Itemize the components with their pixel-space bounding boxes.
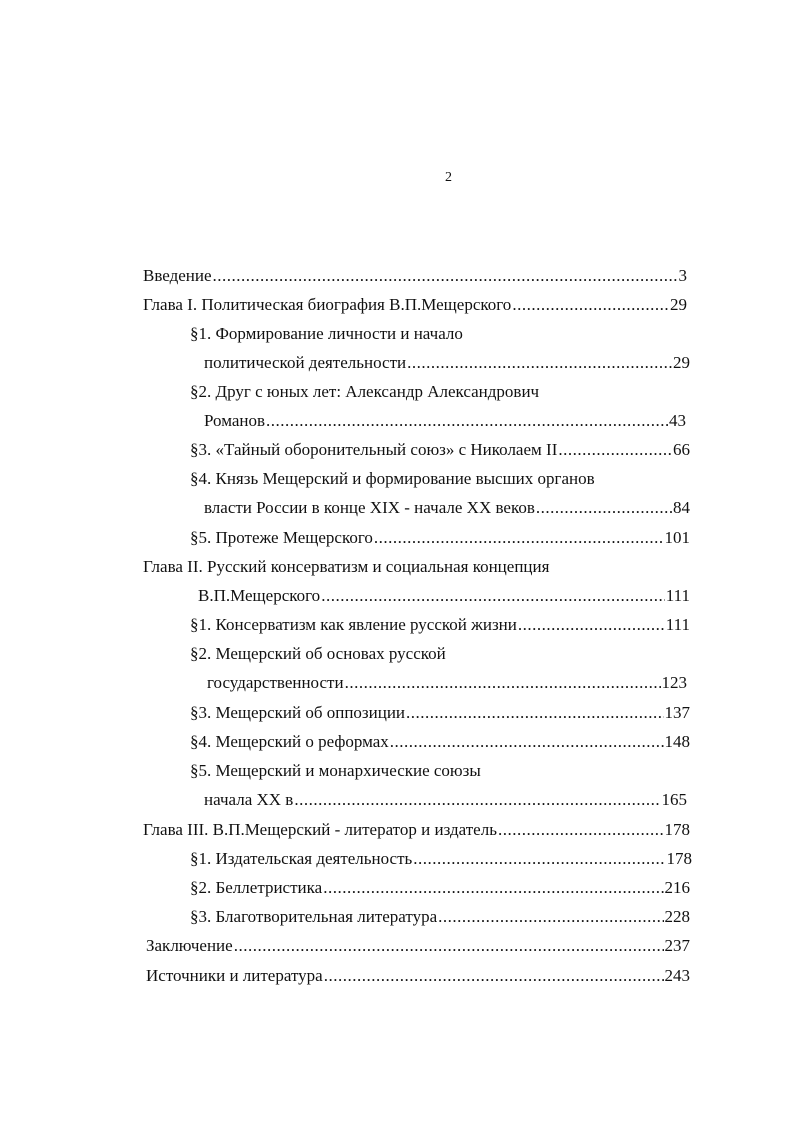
dot-leader [536,498,672,518]
toc-entry-title: Романов [204,411,266,430]
page-number: 2 [445,170,452,185]
dot-leader [324,966,664,986]
toc-entry-title: §3. «Тайный оборонительный союз» с Николаем II [190,440,558,459]
toc-entry-title: В.П.Мещерского [198,586,321,605]
toc-entry-title: политической деятельности [204,353,407,372]
toc-entry-page: 216 [664,878,690,897]
toc-entry-page: 237 [664,936,690,955]
toc-entry-title: начала XX в [204,790,294,809]
dot-leader [498,820,664,840]
dot-leader [438,907,663,927]
toc-entry-title: власти России в конце XIX - начале XX веков [204,498,535,517]
dot-leader [321,586,665,606]
toc-entry-title: §5. Мещерский и монархические союзы [190,761,481,780]
dot-leader [413,849,665,869]
toc-entry-ch1-sec2-line1 [190,382,690,402]
toc-entry-ch2-sec5-line1 [190,761,690,781]
toc-entry-title: Источники и литература [146,966,323,985]
toc-entry-ch1-sec1-line1 [190,324,690,344]
toc-entry-page: 111 [665,615,690,634]
dot-leader [266,411,668,431]
dot-leader [406,703,663,723]
toc-entry-ch1-sec2-line2 [204,411,686,431]
dot-leader [213,266,678,286]
toc-entry-title: Глава II. Русский консерватизм и социальная концепция [143,557,550,576]
toc-entry-page: 29 [673,353,690,372]
toc-entry-title: Заключение [146,936,233,955]
toc-entry-title: Глава III. В.П.Мещерский - литератор и издатель [143,820,497,839]
toc-entry-page: 84 [673,498,690,517]
toc-entry-ch3-sec1 [190,849,692,869]
toc-entry-ch1-sec4-line2 [204,498,690,518]
dot-leader [323,878,663,898]
toc-entry-page: 243 [664,966,690,985]
dot-leader [407,353,672,373]
toc-entry-ch1-sec4-line1 [190,469,690,489]
toc-entry-conclusion [146,936,690,956]
toc-entry-ch2-sec1 [190,615,690,635]
dot-leader [390,732,664,752]
toc-entry-page: 148 [664,732,690,751]
toc-entry-page: 111 [665,586,690,605]
toc-entry-page: 178 [664,820,690,839]
dot-leader [518,615,665,635]
toc-entry-ch3-sec3 [190,907,690,927]
toc-entry-ch2-sec2-line2 [207,673,687,693]
toc-entry-title: Глава I. Политическая биография В.П.Мещерского [143,295,512,314]
toc-entry-title: §4. Мещерский о реформах [190,732,389,751]
toc-entry-title: §1. Формирование личности и начало [190,324,463,343]
toc-entry-title: §1. Издательская деятельность [190,849,413,868]
toc-entry-title: §2. Мещерский об основах русской [190,644,446,663]
toc-entry-ch2-sec5-line2 [204,790,687,810]
toc-entry-ch1-sec1-line2 [204,353,690,373]
toc-entry-page: 165 [661,790,687,809]
toc-entry-ch2-sec3 [190,703,690,723]
toc-entry-title: §4. Князь Мещерский и формирование высших органов [190,469,595,488]
toc-entry-title: государственности [207,673,344,692]
toc-entry-title: Введение [143,266,212,285]
toc-entry-title: §2. Друг с юных лет: Александр Александрович [190,382,540,401]
toc-entry-page: 228 [664,907,690,926]
toc-entry-chapter-2-line2 [198,586,690,606]
toc-entry-title: §1. Консерватизм как явление русской жизни [190,615,517,634]
toc-entry-title: §3. Благотворительная литература [190,907,438,926]
toc-entry-chapter-1 [143,295,687,315]
toc-entry-introduction [143,266,687,286]
toc-entry-ch2-sec4 [190,732,690,752]
toc-entry-page: 29 [670,295,687,314]
toc-entry-ch3-sec2 [190,878,690,898]
toc-entry-title: §5. Протеже Мещерского [190,528,373,547]
toc-entry-chapter-3 [143,820,690,840]
toc-entry-page: 137 [664,703,690,722]
dot-leader [345,673,661,693]
toc-entry-page: 101 [664,528,690,547]
toc-entry-ch1-sec3 [190,440,690,460]
toc-entry-ch1-sec5 [190,528,690,548]
toc-entry-page: 178 [666,849,692,868]
toc-entry-page: 123 [661,673,687,692]
toc-entry-page: 66 [673,440,690,459]
dot-leader [558,440,672,460]
toc-entry-chapter-2-line1 [143,557,690,577]
dot-leader [512,295,669,315]
toc-entry-title: §3. Мещерский об оппозиции [190,703,406,722]
toc-entry-title: §2. Беллетристика [190,878,323,897]
dot-leader [294,790,660,810]
toc-entry-ch2-sec2-line1 [190,644,690,664]
toc-entry-page: 43 [669,411,686,430]
toc-entry-page: 3 [678,266,687,285]
dot-leader [234,936,664,956]
dot-leader [374,528,664,548]
toc-entry-sources [146,966,690,986]
